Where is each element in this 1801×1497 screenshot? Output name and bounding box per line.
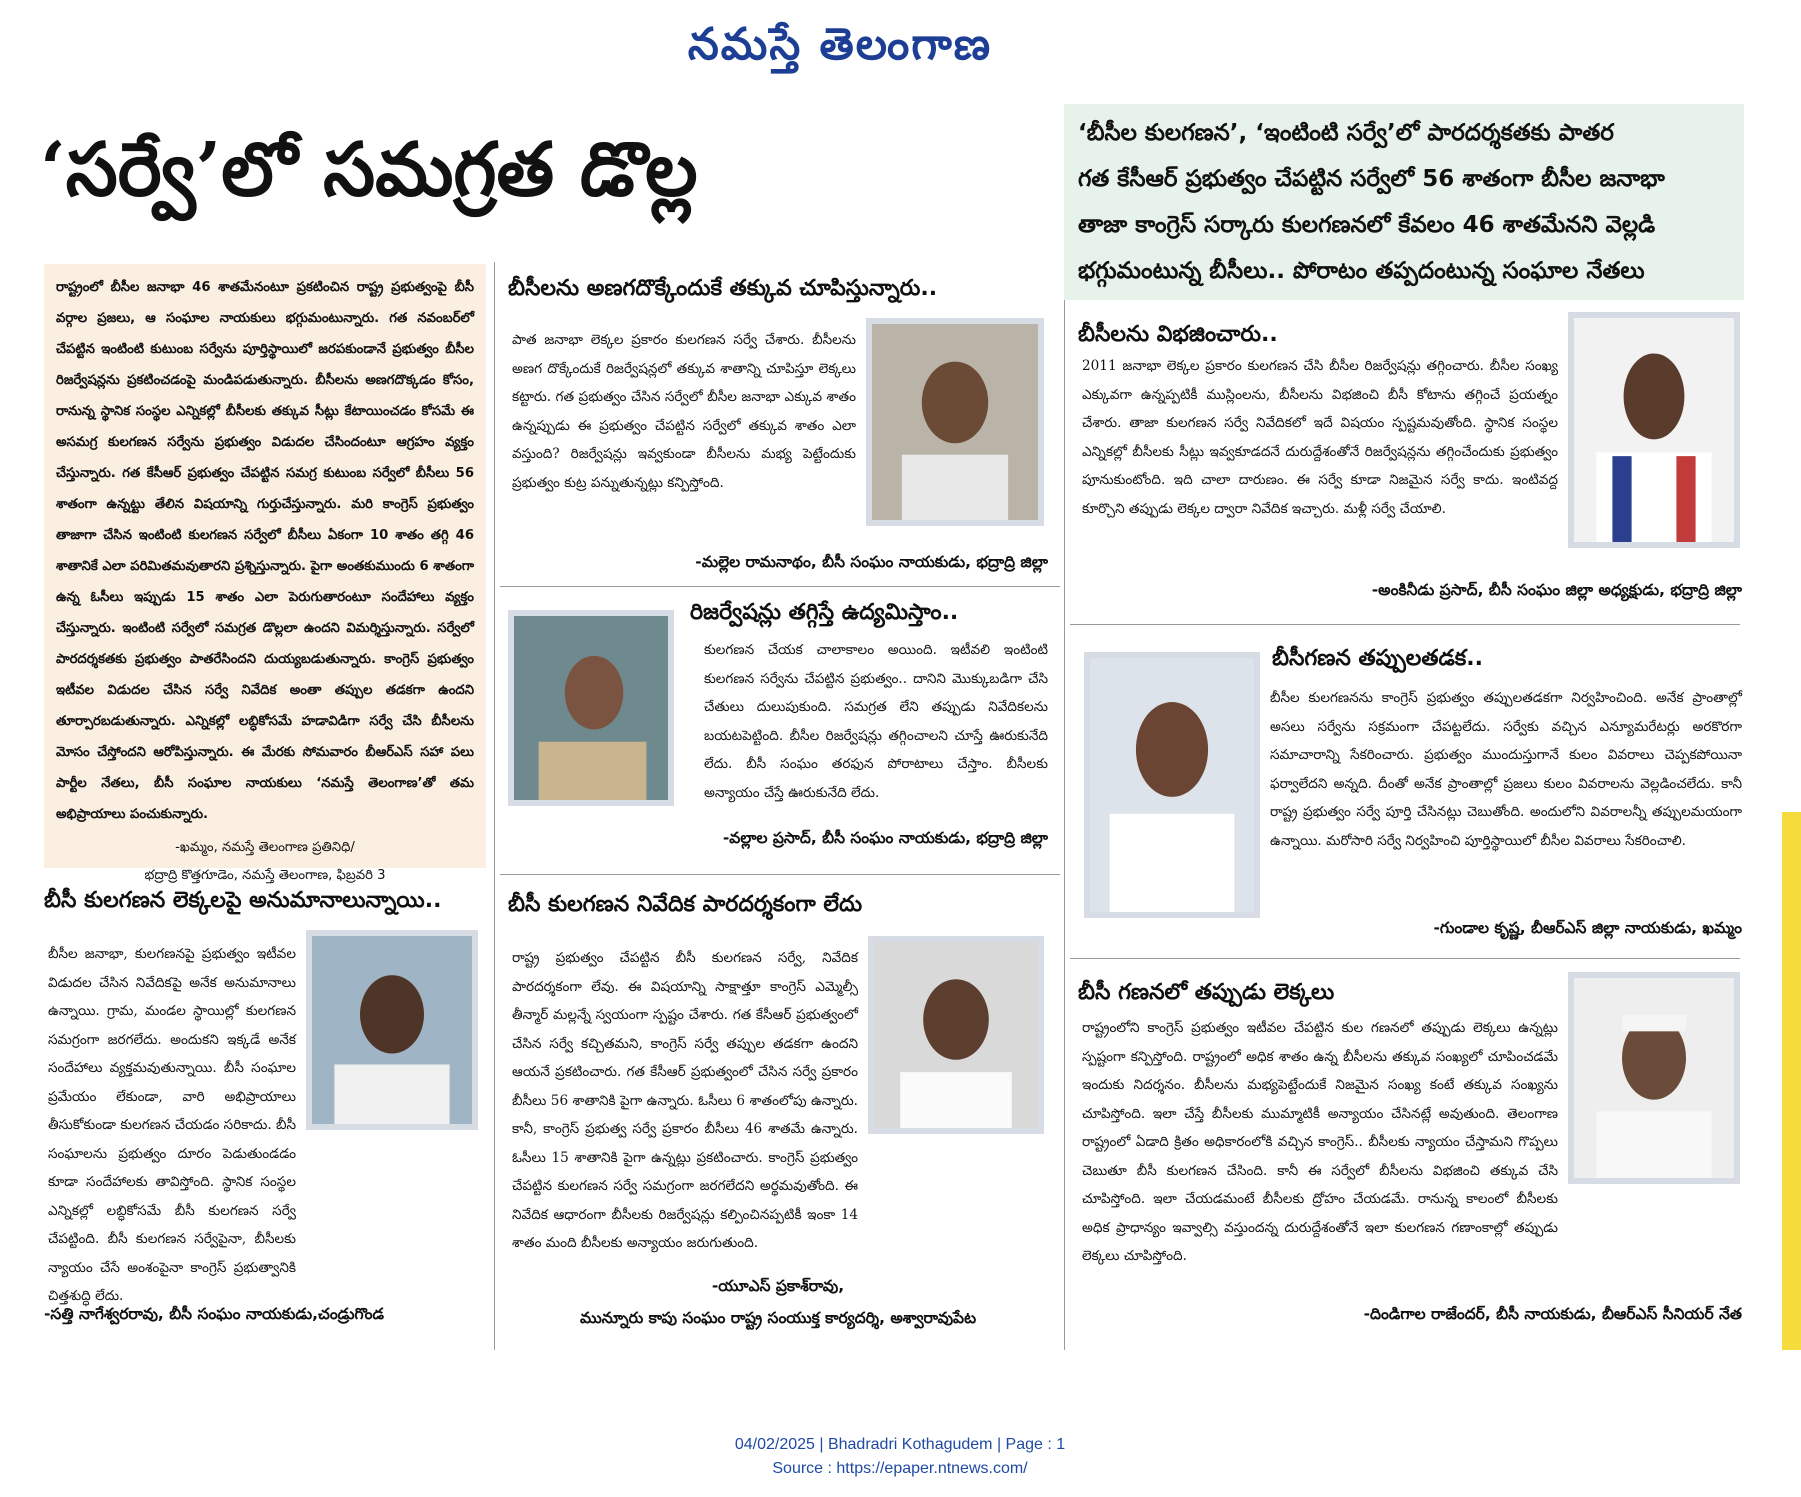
article-6-byline: -గుండాల కృష్ణ, బీఆర్‌ఎస్‌ జిల్లా నాయకుడు, ఖమ్మం	[1433, 919, 1742, 937]
section-rule	[500, 874, 1060, 875]
article-6-body: బీసీల కులగణనను కాంగ్రెస్‌ ప్రభుత్వం తప్పులతడకగా నిర్వహించింది. అనేక ప్రాంతాల్లో అసలు సర్వేను సక్రమంగా చేపట్టలేదు. సర్వేకు వచ్చిన ఎన్యూమరేటర్లు అరకొరగా సమాచారాన్ని సేకరించారు. ప్రభుత్వం ముందుస్తుగానే కులం వివరాలు చెప్పకపోయినా ఫర్వాలేదని అన్నది. దీంతో అనేక ప్రాంతాల్లో ప్రజలు కులం వివరాలను వెల్లడించలేదు. కానీ రాష్ట్ర ప్రభుత్వం సర్వే పూర్తి చేసినట్లు చెబుతోంది. అందులోని వివరాలన్నీ తప్పులమయంగా ఉన్నాయి. మరోసారి సర్వే నిర్వహించి పూర్తిస్థాయిలో బీసీల వివరాలు సేకరించాలి.	[1270, 690, 1742, 849]
article-3-photo	[306, 930, 478, 1130]
article-4-photo	[868, 936, 1044, 1134]
article-7-title: బీసీ గణనలో తప్పుడు లెక్కలు	[1078, 980, 1335, 1005]
portrait-image	[312, 936, 472, 1124]
footer-date-edition: 04/02/2025 | Bhadradri Kothagudem | Page : 1	[734, 1436, 1066, 1453]
column-rule	[1064, 300, 1065, 1350]
article-7-photo	[1568, 972, 1740, 1184]
newspaper-masthead: నమస్తే తెలంగాణ	[687, 19, 993, 70]
article-2-byline: -వల్లాల ప్రసాద్‌, బీసీ సంఘం నాయకుడు, భద్రాద్రి జిల్లా	[722, 829, 1048, 847]
article-4-byline-role: మున్నూరు కాపు సంఘం రాష్ట్ర సంయుక్త కార్యదర్శి, అశ్వారావుపేట	[579, 1309, 977, 1327]
intro-signature-line: -ఖమ్మం, నమస్తే తెలంగాణ ప్రతినిధి/	[175, 840, 355, 855]
article-5-title: బీసీలను విభజించారు..	[1078, 322, 1278, 347]
article-3-byline: -సత్తి నాగేశ్వరరావు, బీసీ సంఘం నాయకుడు,చండ్రుగొండ	[44, 1305, 384, 1323]
cropped-edge-column	[1772, 96, 1801, 796]
article-5-body: 2011 జనాభా లెక్కల ప్రకారం కులగణన చేసి బీసీల రిజర్వేషన్లు తగ్గించారు. బీసీల సంఖ్య ఎక్కువగా ఉన్నప్పటికీ ముస్లింలను, బీసీలను విభజించి బీసీ కోటాను తగ్గించే ప్రయత్నం చేశారు. తాజా కులగణన సర్వే నివేదికలో ఇదే విషయం స్పష్టమవుతోంది. స్థానిక సంస్థల ఎన్నికల్లో బీసీలకు సీట్లు ఇవ్వకూడదనే దురుద్దేశంతోనే రిజర్వేషన్లను తగ్గించేందుకు ప్రభుత్వం పూనుకుంటోంది. ఇది చాలా దారుణం. ఈ సర్వే కూడా నిజమైన సర్వే కాదు. ఇంటివద్ద కూర్చొని తప్పుడు లెక్కల ద్వారా నివేదిక ఇచ్చారు. మళ్లీ సర్వే చేయాలి.	[1082, 358, 1558, 517]
portrait-image	[1090, 658, 1254, 912]
article-2-photo	[508, 610, 674, 806]
article-1-photo	[866, 318, 1044, 526]
main-headline: ‘సర్వే’లో సమగ్రత డొల్ల	[40, 127, 698, 213]
edge-color-strip	[1782, 812, 1801, 1350]
article-4-byline-name: -యూఎస్‌ ప్రకాశ్‌రావు,	[711, 1277, 845, 1295]
article-1-body: పాత జనాభా లెక్కల ప్రకారం కులగణన సర్వే చేశారు. బీసీలను అణగ దొక్కేందుకే రిజర్వేషన్లలో తక్కువ శాతాన్ని చూపిస్తూ లెక్కలు కట్టారు. గత ప్రభుత్వం చేసిన సర్వేలో బీసీల జనాభా ఎక్కువ శాతం ఉన్నప్పుడు ఈ ప్రభుత్వం చేపట్టిన సర్వేలో తక్కువ శాతం ఎలా వస్తుంది? రిజర్వేషన్లు ఇవ్వకుండా బీసీలను మభ్య పెట్టేందుకు ప్రభుత్వం కుట్ర పన్నుతున్నట్లు కన్పిస్తోంది.	[512, 332, 856, 491]
article-2-title: రిజర్వేషన్లు తగ్గిస్తే ఉద్యమిస్తాం..	[690, 600, 959, 625]
article-7-body: రాష్ట్రంలోని కాంగ్రెస్‌ ప్రభుత్వం ఇటీవల చేపట్టిన కుల గణనలో తప్పుడు లెక్కలు ఉన్నట్లు స్పష్టంగా కన్పిస్తోంది. రాష్ట్రంలో అధిక శాతం ఉన్న బీసీలను తక్కువ సంఖ్యలో చూపించడమే ఇందుకు నిదర్శనం. బీసీలను మభ్యపెట్టేందుకే నిజమైన సంఖ్య కంటే తక్కువ సంఖ్యను చూపిస్తోంది. ఇలా చేస్తే బీసీలకు ముమ్మాటికీ అన్యాయం చేసినట్లే అవుతుంది. తెలంగాణ రాష్ట్రంలో ఏడాది క్రితం అధికారంలోకి వచ్చిన కాంగ్రెస్‌.. బీసీలకు న్యాయం చేస్తామని గొప్పలు చెబుతూ బీసీ కులగణన చేసింది. కానీ ఈ సర్వేలో బీసీలను విభజించి తక్కువ చేసి చూపిస్తోంది. ఇలా చేయడమంటే బీసీలకు ద్రోహం చేయడమే. రానున్న కాలంలో బీసీలకు అధిక ప్రాధాన్యం ఇవ్వాల్సి వస్తుందన్న దురుద్దేశంతోనే ఇలా కులగణన గణాంకాల్లో తప్పుడు లెక్కలు చూపిస్తోంది.	[1082, 1020, 1558, 1264]
article-6-photo	[1084, 652, 1260, 918]
section-rule	[1070, 958, 1740, 959]
article-1-byline: -మల్లెల రామనాథం, బీసీ సంఘం నాయకుడు, భద్రాద్రి జిల్లా	[695, 553, 1048, 571]
article-7-byline: -దిండిగాల రాజేందర్‌, బీసీ నాయకుడు, బీఆర్‌ఎస్‌ సీనియర్‌ నేత	[1363, 1305, 1742, 1323]
section-rule	[1070, 624, 1740, 625]
subdeck-line: భగ్గుమంటున్న బీసీలు.. పోరాటం తప్పదంటున్న సంఘాల నేతలు	[1078, 258, 1645, 284]
article-5-photo	[1568, 312, 1740, 548]
article-3-title: బీసీ కులగణన లెక్కలపై అనుమానాలున్నాయి..	[44, 888, 442, 913]
article-1-title: బీసీలను అణగదొక్కేందుకే తక్కువ చూపిస్తున్నారు..	[508, 276, 938, 301]
article-3-body-top: బీసీల జనాభా, కులగణనపై ప్రభుత్వం ఇటీవల విడుదల చేసిన నివేదికపై అనేక అనుమానాలు ఉన్నాయి. గ్రామ, మండల స్థాయిల్లో కులగణన సమగ్రంగా జరగలేదు. అందుకని ఇక్కడే అనేక సందేహాలు వ్యక్తమవుతున్నాయి. బీసీ సంఘాల ప్రమేయం లేకుండా, వారి అభిప్రాయాలు తీసుకోకుండా కులగణన చేయడం సరికాదు. బీసీ సంఘాలను ప్రభుత్వం దూరం పెడుతుండడం కూడా సందేహాలకు తావిస్తోంది. స్థానిక సంస్థల ఎన్నికల్లో లబ్ధికోసమే బీసీ కులగణన సర్వే చేపట్టింది. బీసీ కులగణన సర్వేపైనా, బీసీలకు న్యాయం చేసే అంశంపైనా కాంగ్రెస్‌ ప్రభుత్వానికి చిత్తశుద్ధి లేదు.	[48, 946, 297, 1304]
portrait-image	[514, 616, 668, 800]
intro-text: రాష్ట్రంలో బీసీల జనాభా 46 శాతమేనంటూ ప్రకటించిన రాష్ట్ర ప్రభుత్వంపై బీసీ వర్గాల ప్రజలు, ఆ సంఘాల నాయకులు భగ్గుమంటున్నారు. గత నవంబర్‌లో చేపట్టిన ఇంటింటి కుటుంబ సర్వేను పూర్తిస్థాయిలో జరపకుండానే ప్రభుత్వం బీసీల రిజర్వేషన్లను ప్రకటించడంపై మండిపడుతున్నారు. బీసీలను అణగదొక్కడం కోసం, రానున్న స్థానిక సంస్థల ఎన్నికల్లో బీసీలకు తక్కువ సీట్లు కేటాయించడం కోసమే ఈ అసమగ్ర కులగణన సర్వేను ప్రభుత్వం విడుదల చేసిందంటూ ఆగ్రహం వ్యక్తం చేస్తున్నారు. గత కేసీఆర్‌ ప్రభుత్వం చేపట్టిన సమగ్ర కుటుంబ సర్వేలో బీసీలు 56 శాతంగా ఉన్నట్టు తేలిన విషయాన్ని గుర్తుచేస్తున్నారు. మరి కాంగ్రెస్‌ ప్రభుత్వం తాజాగా చేసిన ఇంటింటి కులగణన సర్వేలో బీసీలు ఏకంగా 10 శాతం తగ్గి 46 శాతానికే ఎలా పరిమితమవుతారని ప్రశ్నిస్తున్నారు. పైగా అంతకుముందు 6 శాతంగా ఉన్న ఓసీలు ఇప్పుడు 15 శాతం ఎలా పెరుగుతారంటూ సందేహాలు వ్యక్తం చేస్తున్నారు. ఇంటింటి సర్వేలో సమగ్రత డొల్లలా ఉందని విమర్శిస్తున్నారు. సర్వేలో పారదర్శకతకు ప్రభుత్వం పాతరేసిందని దుయ్యబడుతున్నారు. కాంగ్రెస్‌ ప్రభుత్వం ఇటీవల విడుదల చేసిన సర్వే నివేదిక అంతా తప్పుల తడకగా ఉందని తూర్పారబడుతున్నారు. ఎన్నికల్లో లబ్ధికోసమే హడావిడిగా సర్వే చేసి బీసీలను మోసం చేస్తోందని ఆరోపిస్తున్నారు. ఈ మేరకు సోమవారం బీఆర్‌ఎస్‌ సహా పలు పార్టీల నేతలు, బీసీ సంఘాల నాయకులు ‘నమస్తే తెలంగాణ’తో తమ అభిప్రాయాలు పంచుకున్నారు.	[56, 280, 474, 822]
article-6-title: బీసీగణన తప్పులతడక..	[1272, 646, 1483, 671]
section-rule	[500, 586, 1060, 587]
subdeck-box	[1064, 104, 1744, 300]
portrait-image	[874, 942, 1038, 1128]
article-4-title: బీసీ కులగణన నివేదిక పారదర్శకంగా లేదు	[508, 892, 863, 917]
portrait-image	[1574, 978, 1734, 1178]
intro-signature	[56, 834, 474, 890]
column-rule	[494, 262, 495, 1350]
article-2-body: కులగణన చేయక చాలాకాలం అయింది. ఇటీవలి ఇంటింటి కులగణన సర్వేను చేపట్టిన ప్రభుత్వం.. దానిని మొక్కుబడిగా చేసి చేతులు దులుపుకుంది. సమగ్రత లేని తప్పుడు నివేదికలను బయటపెట్టింది. బీసీల రిజర్వేషన్లు తగ్గించాలని చూస్తే ఊరుకునేది లేదు. బీసీ సంఘం తరఫున పోరాటాలు చేస్తాం. బీసీలకు అన్యాయం చేస్తే ఊరుకునేది లేదు.	[704, 642, 1048, 801]
portrait-image	[872, 324, 1038, 520]
article-5-byline: -అంకినీడు ప్రసాద్‌, బీసీ సంఘం జిల్లా అధ్యక్షుడు, భద్రాద్రి జిల్లా	[1371, 581, 1742, 599]
intro-box	[44, 264, 486, 883]
subdeck-line: గత కేసీఆర్‌ ప్రభుత్వం చేపట్టిన సర్వేలో 56 శాతంగా బీసీల జనాభా	[1078, 166, 1665, 192]
footer-source: Source : https://epaper.ntnews.com/	[772, 1460, 1028, 1477]
article-4-body: రాష్ట్ర ప్రభుత్వం చేపట్టిన బీసీ కులగణన సర్వే, నివేదిక పారదర్శకంగా లేవు. ఈ విషయాన్ని సాక్షాత్తూ కాంగ్రెస్‌ ఎమ్మెల్సీ తీన్మార్‌ మల్లన్నే స్వయంగా స్పష్టం చేశారు. గత కేసీఆర్‌ ప్రభుత్వంలో చేసిన సర్వే కచ్చితమని, కాంగ్రెస్‌ సర్వే తప్పుల తడకగా ఉందని ఆయనే ప్రకటించారు. గత కేసీఆర్‌ ప్రభుత్వంలో చేసిన సర్వే ప్రకారం బీసీలు 56 శాతానికి పైగా ఉన్నారు. ఓసీలు 6 శాతంలోపు ఉన్నారు. కానీ, కాంగ్రెస్‌ ప్రభుత్వ సర్వే ప్రకారం బీసీలు 46 శాతమే ఉన్నారు. ఓసీలు 15 శాతానికి పైగా ఉన్నట్లు ప్రకటించారు. కాంగ్రెస్‌ ప్రభుత్వం చేపట్టిన కులగణన సర్వే సమగ్రంగా జరగలేదని అర్థమవుతోంది. ఈ నివేదిక ఆధారంగా బీసీలకు రిజర్వేషన్లు కల్పించినప్పటికీ ఇంకా 14 శాతం మంది బీసీలకు అన్యాయం జరుగుతుంది.	[512, 950, 858, 1251]
portrait-image	[1574, 318, 1734, 542]
subdeck-line: ‘బీసీల కులగణన’, ‘ఇంటింటి సర్వే’లో పారదర్శకతకు పాతర	[1078, 120, 1614, 146]
intro-signature-line: భద్రాద్రి కొత్తగూడెం, నమస్తే తెలంగాణ, ఫిబ్రవరి 3	[144, 868, 386, 883]
subdeck-line: తాజా కాంగ్రెస్‌ సర్కారు కులగణనలో కేవలం 46 శాతమేనని వెల్లడి	[1078, 212, 1656, 238]
